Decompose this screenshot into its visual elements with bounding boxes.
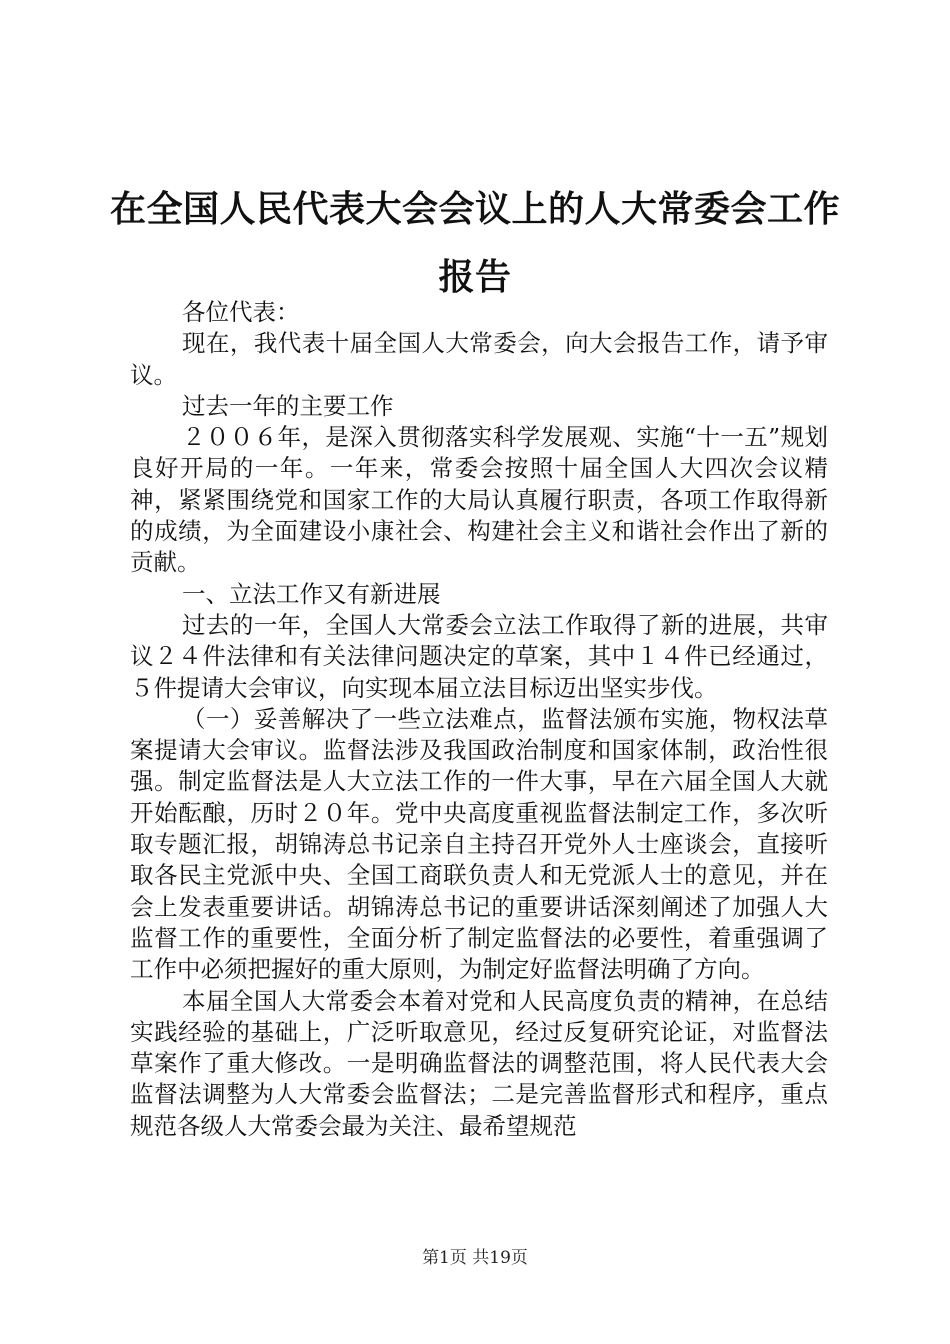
- document-title: 在全国人民代表大会会议上的人大常委会工作报告: [110, 189, 841, 298]
- paragraph: 过去的一年，全国人大常委会立法工作取得了新的进展，共审议２４件法律和有关法律问题决定的草案，其中１４件已经通过，５件提请大会审议，向实现本届立法目标迈出坚实步伐。: [130, 610, 828, 702]
- paragraph: 本届全国人大常委会本着对党和人民高度负责的精神，在总结实践经验的基础上，广泛听取意见，经过反复研究论证，对监督法草案作了重大修改。一是明确监督法的调整范围，将人民代表大会监督法调整为人大常委会监督法；二是完善监督形式和程序，重点规范各级人大常委会最为关注、最希望规范: [130, 986, 828, 1140]
- document-body: [130, 297, 828, 1142]
- salutation: 各位代表：: [182, 298, 300, 326]
- page-footer: 第1页 共19页: [422, 1248, 528, 1268]
- section-heading: 一、立法工作又有新进展: [182, 579, 441, 608]
- paragraph: ２００６年，是深入贯彻落实科学发展观、实施“十一五”规划良好开局的一年。一年来，常委会按照十届全国人大四次会议精神，紧紧围绕党和国家工作的大局认真履行职责，各项工作取得新的成绩，为全面建设小康社会、构建社会主义和谐社会作出了新的贡献。: [130, 423, 828, 577]
- section-heading: 过去一年的主要工作: [182, 391, 394, 420]
- paragraph-intro: 现在，我代表十届全国人大常委会，向大会报告工作，请予审议。: [130, 329, 828, 389]
- paragraph: （一）妥善解决了一些立法难点，监督法颁布实施，物权法草案提请大会审议。监督法涉及我国政治制度和国家体制，政治性很强。制定监督法是人大立法工作的一件大事，早在六届全国人大就开始酝酿，历时２０年。党中央高度重视监督法制定工作，多次听取专题汇报，胡锦涛总书记亲自主持召开党外人士座谈会，直接听取各民主党派中央、全国工商联负责人和无党派人士的意见，并在会上发表重要讲话。胡锦涛总书记的重要讲话深刻阐述了加强人大监督工作的重要性，全面分析了制定监督法的必要性，着重强调了工作中必须把握好的重大原则，为制定好监督法明确了方向。: [130, 704, 828, 984]
